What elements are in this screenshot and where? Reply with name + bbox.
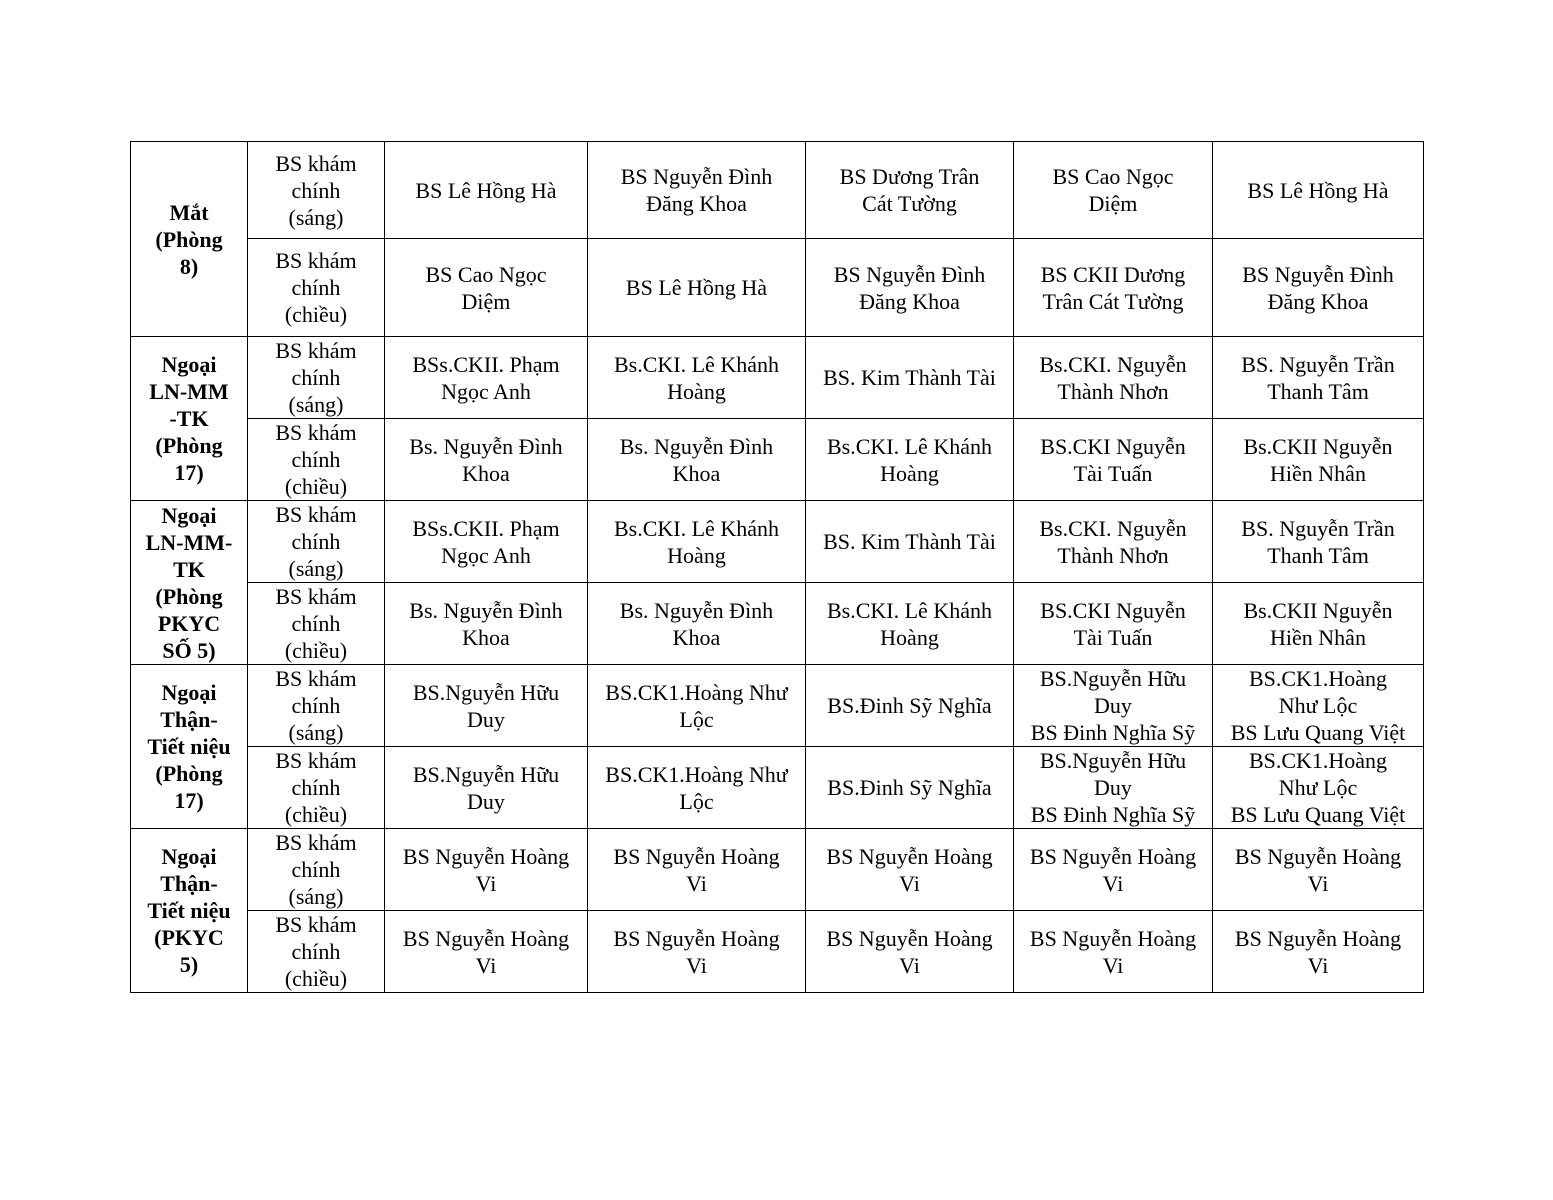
table-row	[131, 747, 1424, 829]
doctor-cell: BS.CK1.Hoàng Như Lộc	[588, 665, 806, 747]
doctor-cell: BS Nguyễn Hoàng Vi	[385, 911, 588, 993]
doctor-cell: Bs.CKI. Lê Khánh Hoàng	[588, 501, 806, 583]
role-cell: BS khám chính (chiều)	[248, 911, 385, 993]
doctor-cell: BS Nguyễn Đình Đăng Khoa	[1213, 239, 1424, 337]
table-row	[131, 911, 1424, 993]
doctor-cell: BS Cao Ngọc Diệm	[1014, 142, 1213, 239]
doctor-cell: BS Lê Hồng Hà	[385, 142, 588, 239]
role-cell: BS khám chính (chiều)	[248, 747, 385, 829]
doctor-cell: BS Nguyễn Hoàng Vi	[806, 829, 1014, 911]
department-cell: Ngoại Thận- Tiết niệu (PKYC 5)	[131, 829, 248, 993]
table-row	[131, 419, 1424, 501]
doctor-cell: BSs.CKII. Phạm Ngọc Anh	[385, 501, 588, 583]
doctor-cell: BS.Nguyễn Hữu Duy	[385, 665, 588, 747]
table-row	[131, 142, 1424, 239]
role-cell: BS khám chính (sáng)	[248, 665, 385, 747]
department-cell: Ngoại Thận- Tiết niệu (Phòng 17)	[131, 665, 248, 829]
department-cell: Mắt (Phòng 8)	[131, 142, 248, 337]
doctor-cell: BS Lê Hồng Hà	[1213, 142, 1424, 239]
doctor-cell: BS Nguyễn Hoàng Vi	[1014, 829, 1213, 911]
doctor-cell: BS Nguyễn Hoàng Vi	[806, 911, 1014, 993]
doctor-cell: BS. Nguyễn Trần Thanh Tâm	[1213, 337, 1424, 419]
doctor-cell: BS. Kim Thành Tài	[806, 337, 1014, 419]
doctor-cell: Bs.CKI. Nguyễn Thành Nhơn	[1014, 337, 1213, 419]
doctor-cell: BS Nguyễn Đình Đăng Khoa	[588, 142, 806, 239]
table-row	[131, 337, 1424, 419]
doctor-cell: BSs.CKII. Phạm Ngọc Anh	[385, 337, 588, 419]
doctor-cell: BS Nguyễn Hoàng Vi	[588, 911, 806, 993]
doctor-cell: BS.Nguyễn Hữu Duy	[385, 747, 588, 829]
doctor-cell: BS Nguyễn Đình Đăng Khoa	[806, 239, 1014, 337]
table-row	[131, 501, 1424, 583]
doctor-cell: BS.CK1.Hoàng Như Lộc BS Lưu Quang Việt	[1213, 747, 1424, 829]
doctor-cell: BS.CK1.Hoàng Như Lộc BS Lưu Quang Việt	[1213, 665, 1424, 747]
role-cell: BS khám chính (chiều)	[248, 239, 385, 337]
doctor-cell: BS.CK1.Hoàng Như Lộc	[588, 747, 806, 829]
doctor-cell: BS.Nguyễn Hữu Duy BS Đinh Nghĩa Sỹ	[1014, 747, 1213, 829]
doctor-cell: BS Nguyễn Hoàng Vi	[385, 829, 588, 911]
department-cell: Ngoại LN-MM- TK (Phòng PKYC SỐ 5)	[131, 501, 248, 665]
doctor-cell: Bs.CKII Nguyễn Hiền Nhân	[1213, 419, 1424, 501]
doctor-cell: BS.Nguyễn Hữu Duy BS Đinh Nghĩa Sỹ	[1014, 665, 1213, 747]
doctor-cell: BS Nguyễn Hoàng Vi	[1213, 911, 1424, 993]
doctor-cell: BS.CKI Nguyễn Tài Tuấn	[1014, 419, 1213, 501]
role-cell: BS khám chính (sáng)	[248, 142, 385, 239]
doctor-cell: Bs.CKI. Lê Khánh Hoàng	[806, 583, 1014, 665]
doctor-cell: Bs. Nguyễn Đình Khoa	[588, 583, 806, 665]
doctor-cell: Bs.CKI. Nguyễn Thành Nhơn	[1014, 501, 1213, 583]
role-cell: BS khám chính (chiều)	[248, 583, 385, 665]
doctor-cell: BS Cao Ngọc Diệm	[385, 239, 588, 337]
table-row	[131, 583, 1424, 665]
doctor-cell: BS. Kim Thành Tài	[806, 501, 1014, 583]
doctor-cell: BS Nguyễn Hoàng Vi	[1014, 911, 1213, 993]
doctor-cell: Bs. Nguyễn Đình Khoa	[385, 583, 588, 665]
table-row	[131, 665, 1424, 747]
doctor-cell: BS.Đinh Sỹ Nghĩa	[806, 747, 1014, 829]
doctor-cell: Bs.CKI. Lê Khánh Hoàng	[588, 337, 806, 419]
doctor-cell: BS.Đinh Sỹ Nghĩa	[806, 665, 1014, 747]
schedule-body	[131, 142, 1424, 993]
table-row	[131, 829, 1424, 911]
doctor-cell: Bs.CKII Nguyễn Hiền Nhân	[1213, 583, 1424, 665]
doctor-cell: BS Nguyễn Hoàng Vi	[1213, 829, 1424, 911]
doctor-cell: BS.CKI Nguyễn Tài Tuấn	[1014, 583, 1213, 665]
schedule-table	[130, 141, 1424, 993]
role-cell: BS khám chính (sáng)	[248, 829, 385, 911]
doctor-cell: BS Lê Hồng Hà	[588, 239, 806, 337]
doctor-cell: BS. Nguyễn Trần Thanh Tâm	[1213, 501, 1424, 583]
role-cell: BS khám chính (chiều)	[248, 419, 385, 501]
doctor-cell: Bs. Nguyễn Đình Khoa	[588, 419, 806, 501]
doctor-cell: BS Nguyễn Hoàng Vi	[588, 829, 806, 911]
department-cell: Ngoại LN-MM -TK (Phòng 17)	[131, 337, 248, 501]
table-row	[131, 239, 1424, 337]
doctor-cell: BS CKII Dương Trân Cát Tường	[1014, 239, 1213, 337]
doctor-cell: BS Dương Trân Cát Tường	[806, 142, 1014, 239]
role-cell: BS khám chính (sáng)	[248, 337, 385, 419]
doctor-cell: Bs. Nguyễn Đình Khoa	[385, 419, 588, 501]
role-cell: BS khám chính (sáng)	[248, 501, 385, 583]
doctor-cell: Bs.CKI. Lê Khánh Hoàng	[806, 419, 1014, 501]
